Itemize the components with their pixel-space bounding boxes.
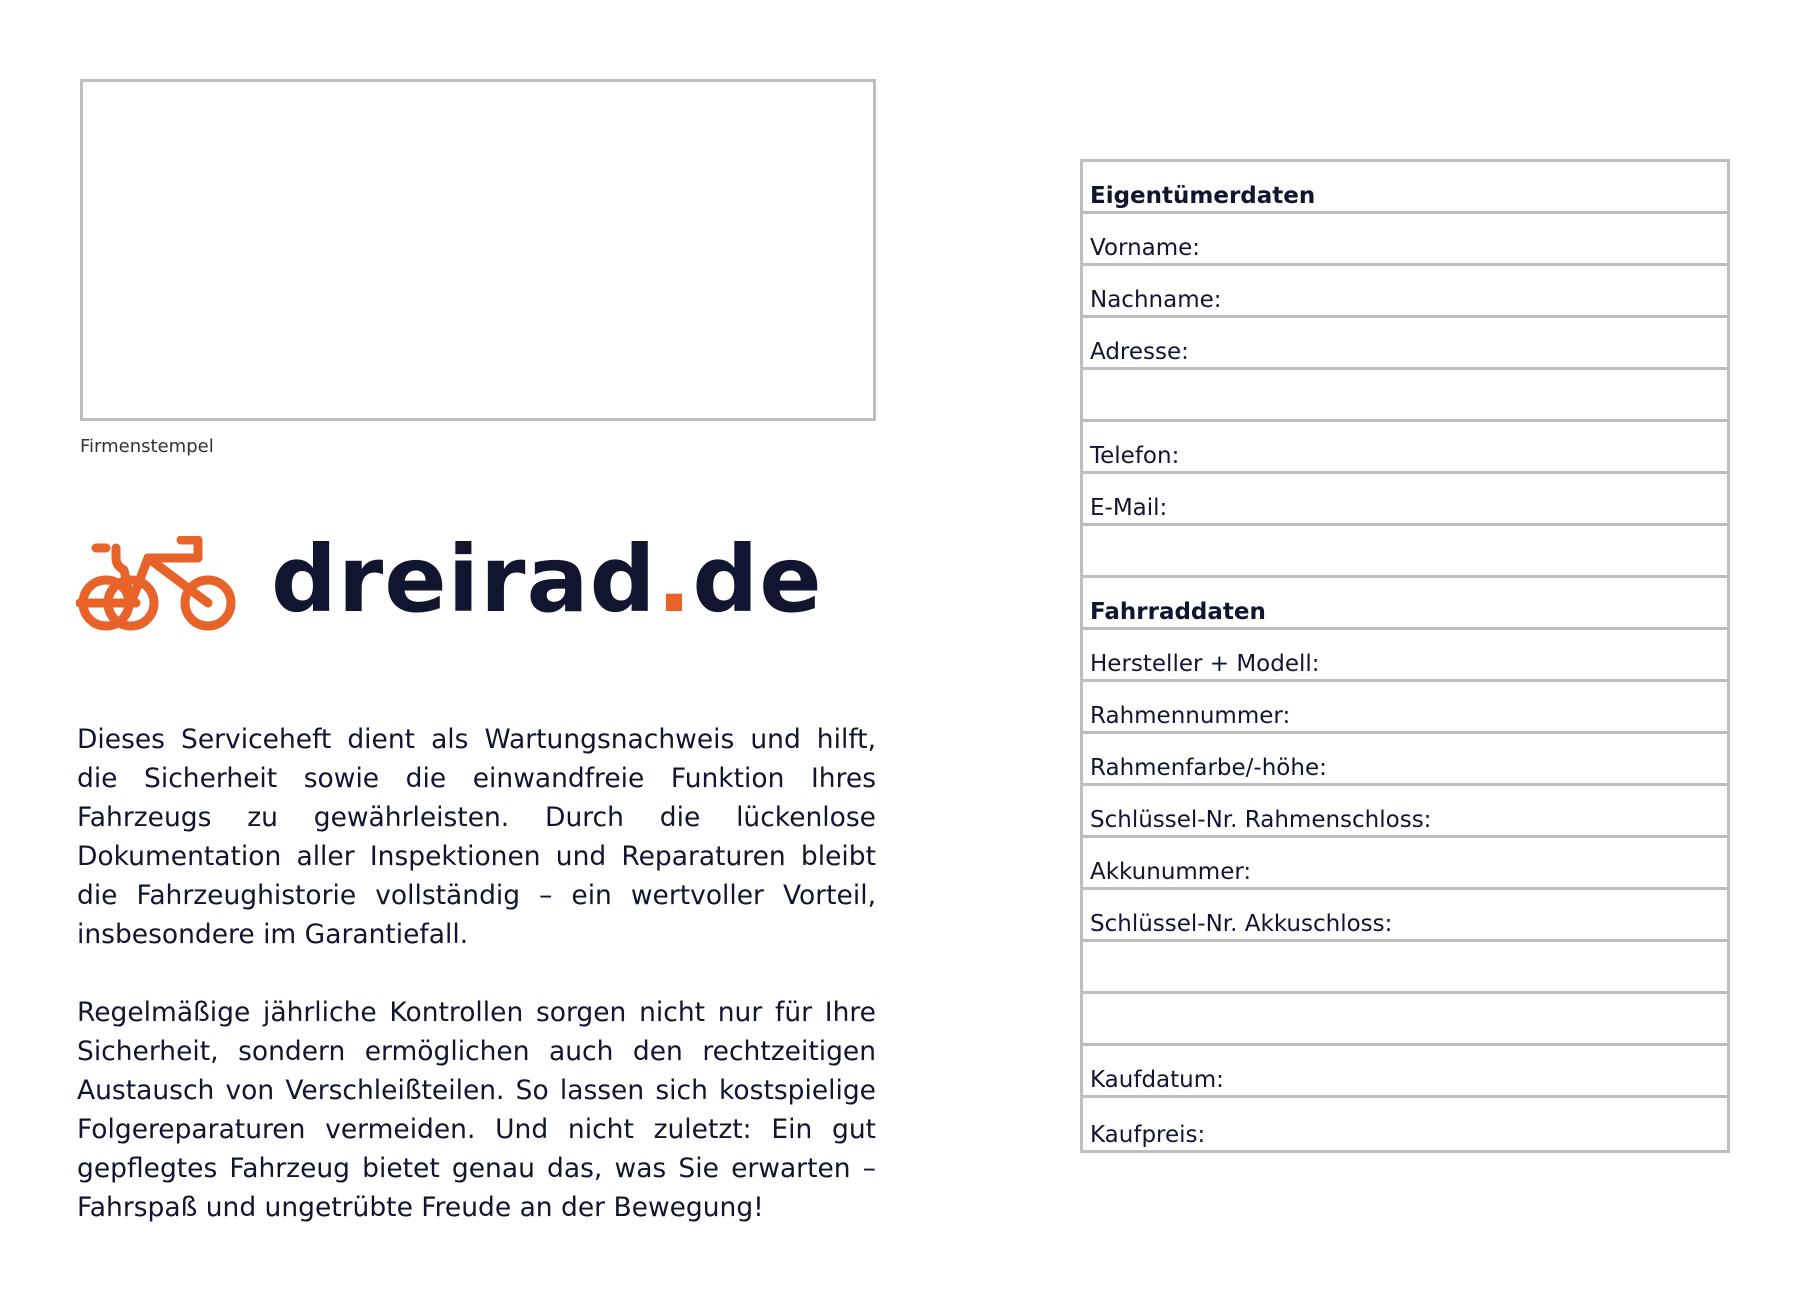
intro-paragraph: Dieses Serviceheft dient als Wartungsnachweis und hilft, die Sicherheit sowie die einwandfreie Funktion Ihres Fahrzeugs zu gewährleisten. Durch die lückenlose Dokumentation aller Inspektionen und Reparaturen bleibt die Fahrzeughistorie vollständig – ein wertvoller Vorteil, insbesondere im Garantiefall. bbox=[77, 724, 876, 950]
field-purchase-date[interactable]: Kaufdatum: bbox=[1083, 1046, 1727, 1098]
company-stamp-label: Firmenstempel bbox=[80, 436, 214, 457]
field-manufacturer-model[interactable]: Hersteller + Modell: bbox=[1083, 630, 1727, 682]
brand-logo bbox=[76, 526, 823, 636]
field-frame-color-height[interactable]: Rahmenfarbe/-höhe: bbox=[1083, 734, 1727, 786]
owner-bike-data-form bbox=[1080, 159, 1730, 1153]
field-purchase-price[interactable]: Kaufpreis: bbox=[1090, 1122, 1206, 1148]
section-heading-owner: Eigentümerdaten bbox=[1083, 162, 1727, 214]
brand-wordmark: dreirad.de bbox=[271, 526, 823, 633]
field-battery-lock-key[interactable]: Schlüssel-Nr. Akkuschloss: bbox=[1083, 890, 1727, 942]
field-first-name[interactable]: Vorname: bbox=[1083, 214, 1727, 266]
tricycle-icon bbox=[76, 536, 246, 636]
company-stamp-box bbox=[80, 79, 876, 421]
field-frame-number[interactable]: Rahmennummer: bbox=[1083, 682, 1727, 734]
field-frame-lock-key[interactable]: Schlüssel-Nr. Rahmenschloss: bbox=[1083, 786, 1727, 838]
intro-paragraph: Regelmäßige jährliche Kontrollen sorgen nicht nur für Ihre Sicherheit, sondern ermöglichen auch den rechtzeitigen Austausch von Verschleißteilen. So lassen sich kostspielige Folgereparaturen vermeiden. Und nicht zuletzt: Ein gut gepflegtes Fahrzeug bietet genau das, was Sie erwarten – Fahrspaß und ungetrübte Freude an der Bewegung! bbox=[77, 997, 876, 1223]
field-address-line-2[interactable] bbox=[1083, 370, 1727, 422]
intro-text bbox=[77, 720, 876, 1266]
field-address[interactable]: Adresse: bbox=[1083, 318, 1727, 370]
field-empty[interactable] bbox=[1083, 526, 1727, 578]
field-email[interactable]: E-Mail: bbox=[1083, 474, 1727, 526]
field-battery-number[interactable]: Akkunummer: bbox=[1083, 838, 1727, 890]
field-empty[interactable] bbox=[1083, 942, 1727, 994]
field-empty[interactable] bbox=[1083, 994, 1727, 1046]
field-last-name[interactable]: Nachname: bbox=[1083, 266, 1727, 318]
section-heading-bike: Fahrraddaten bbox=[1083, 578, 1727, 630]
field-phone[interactable]: Telefon: bbox=[1083, 422, 1727, 474]
